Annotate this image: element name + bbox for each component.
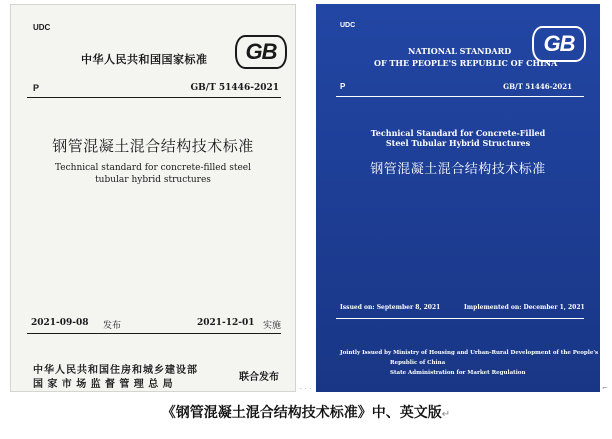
joint-issuer-line2: Republic of China [390, 360, 446, 366]
udc-label: UDC [340, 22, 356, 29]
paragraph-mark-icon: ↵ [441, 409, 451, 420]
standard-title: 钢管混凝土混合结构技术标准 [52, 137, 254, 155]
chinese-title: 钢管混凝土混合结构技术标准 [370, 162, 546, 177]
separator-dots: ··· [300, 386, 315, 393]
gb-logo-icon: GB [532, 26, 586, 62]
english-title-line2: tubular hybrid structures [95, 175, 211, 185]
issued-on-date: Issued on: September 8, 2021 [340, 304, 441, 311]
udc-label: UDC [33, 23, 51, 32]
joint-issuer-line1: Jointly Issued by Ministry of Housing and Urban-Rural Development of the People's [340, 350, 599, 356]
standard-code: GB/T 51446-2021 [190, 83, 279, 93]
standard-title-line2: Steel Tubular Hybrid Structures [385, 138, 531, 148]
category-label: P [340, 82, 346, 91]
issuer-line1: 中华人民共和国住房和城乡建设部 [33, 365, 198, 376]
issue-date: 2021-09-08 [31, 318, 89, 328]
national-standard-line2: OF THE PEOPLE'S REPUBLIC OF CHINA [374, 58, 558, 68]
issue-label: 发布 [103, 321, 122, 331]
issuer-line2: 国家市场监督管理总局 [33, 379, 177, 390]
caption-text: 《钢管混凝土混合结构技术标准》中、英文版 [161, 405, 442, 421]
bottom-divider [336, 318, 584, 319]
standard-title-line1: Technical Standard for Concrete-Filled [370, 128, 546, 138]
category-label: P [33, 83, 40, 93]
national-standard-label: 中华人民共和国国家标准 [81, 53, 208, 66]
implement-label: 实施 [263, 321, 282, 331]
english-title-line1: Technical standard for concrete-filled steel [54, 163, 252, 173]
gb-logo-icon: GB [235, 35, 287, 69]
national-standard-line1: NATIONAL STANDARD [408, 46, 512, 56]
bottom-divider [27, 333, 281, 334]
english-cover [316, 4, 600, 392]
top-divider [27, 97, 281, 98]
implemented-on-date: Implemented on: December 1, 2021 [464, 304, 585, 311]
joint-issuer-line3: State Administration for Market Regulation [390, 370, 526, 376]
chinese-cover [10, 4, 296, 392]
top-divider [336, 96, 584, 97]
figure-caption [0, 402, 612, 422]
standard-code: GB/T 51446-2021 [503, 82, 572, 91]
image-anchor-mark: ⌐ [602, 384, 608, 392]
joint-issue-label: 联合发布 [239, 372, 279, 383]
implement-date: 2021-12-01 [197, 318, 255, 328]
